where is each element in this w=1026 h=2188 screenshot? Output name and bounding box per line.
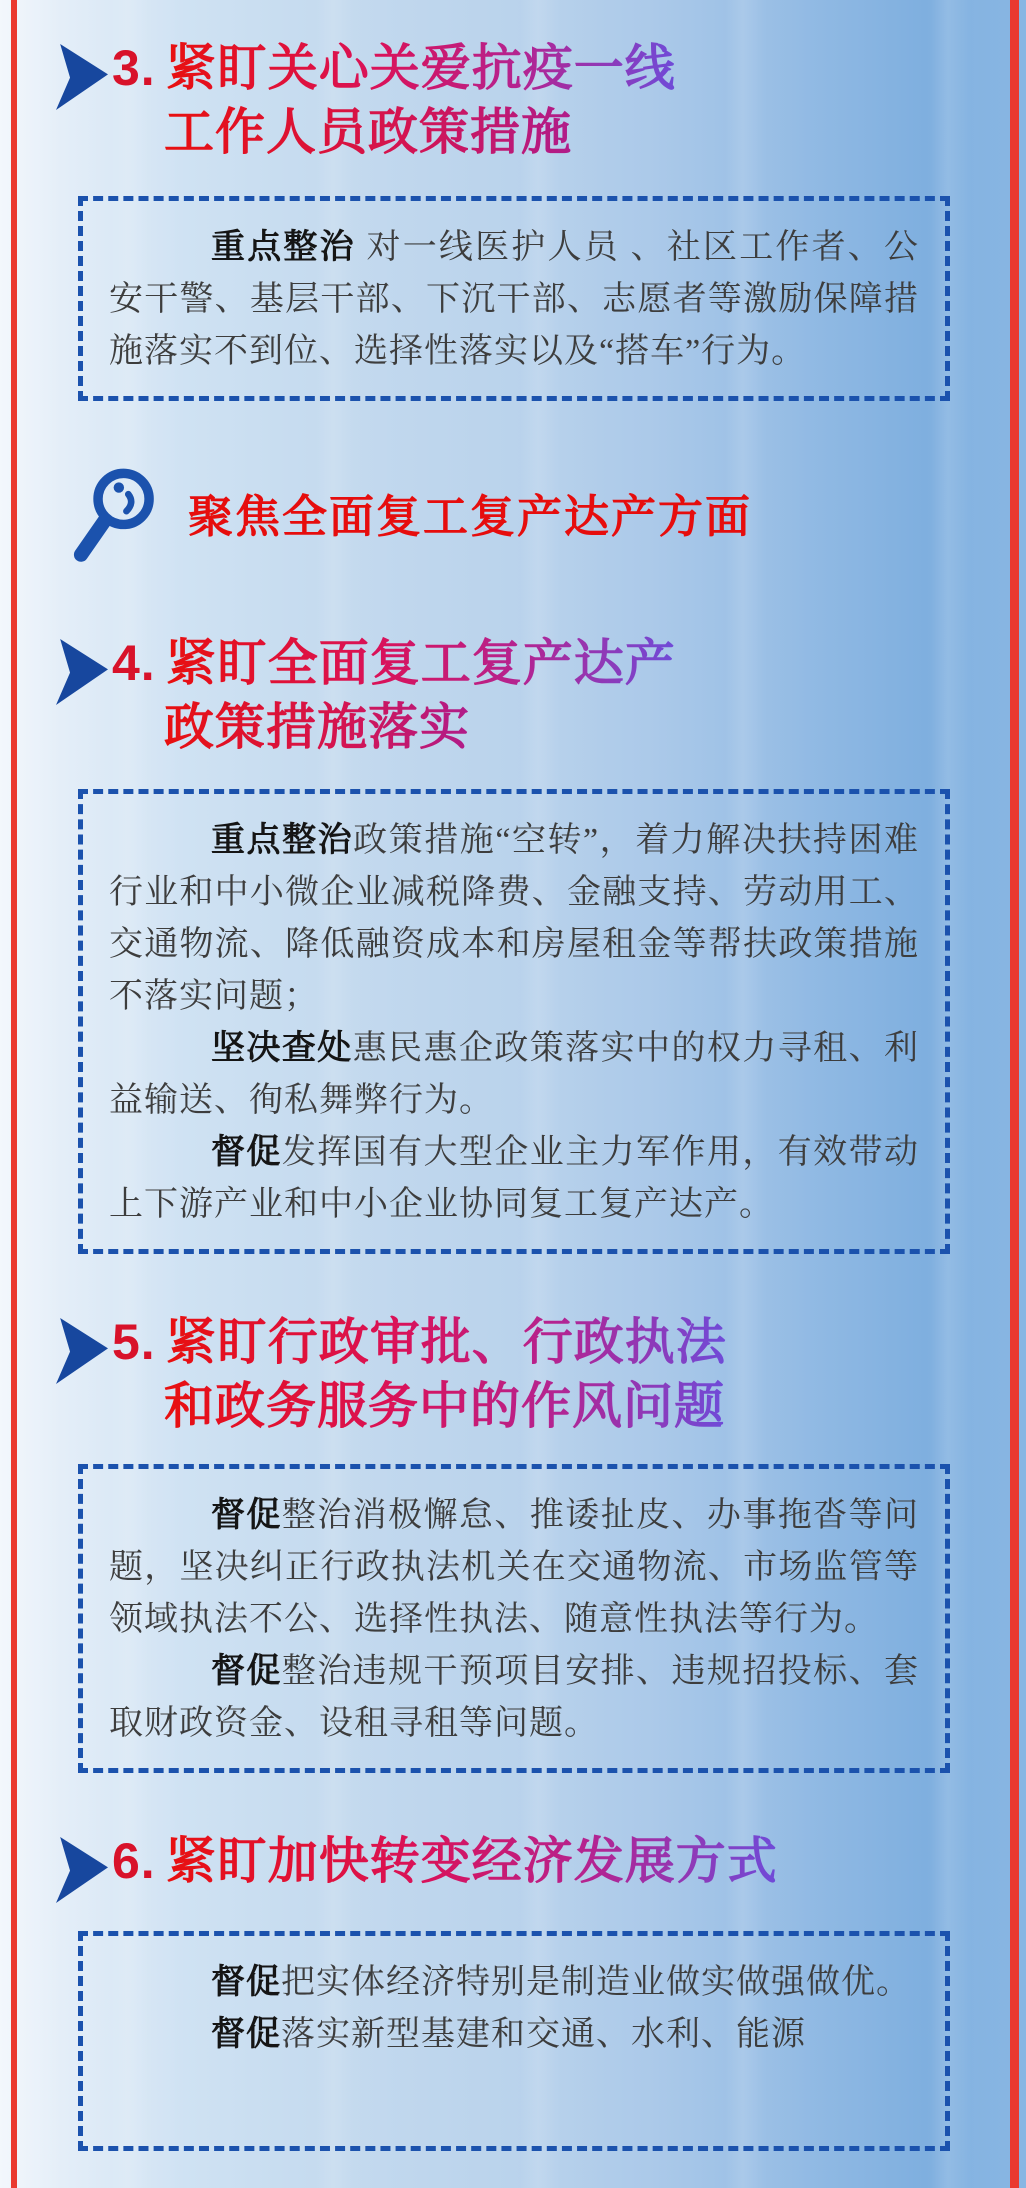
paragraph <box>109 1127 919 1231</box>
section-6-heading <box>78 1829 950 1903</box>
section-5-title-text: 紧盯行政审批、行政执法 <box>165 1314 727 1370</box>
paragraph-text: 对一线医护人员 、社区工作者、公安干警、基层干部、下沉干部、志愿者等激励保障措施落实不到位、选择性落实以及“搭车”行为。 <box>109 229 920 370</box>
paragraph <box>109 815 919 1023</box>
section-6-title-text: 紧盯加快转变经济发展方式 <box>165 1833 778 1889</box>
paragraph <box>109 1023 919 1127</box>
section-4-heading <box>78 631 950 759</box>
paragraph <box>109 1490 919 1646</box>
paragraph-text: 落实新型基建和交通、水利、能源 <box>281 2016 806 2053</box>
paragraph-text: 整治消极懈怠、推诿扯皮、办事拖沓等问题，坚决纠正行政执法机关在交通物流、市场监管等领域执法不公、选择性执法、随意性执法等行为。 <box>109 1497 920 1638</box>
paragraph-text: 政策措施“空转”，着力解决扶持困难行业和中小微企业减税降费、金融支持、劳动用工、交通物流、降低融资成本和房屋租金等帮扶政策措施不落实问题； <box>109 822 920 1015</box>
section-3-title-text: 紧盯关心关爱抗疫一线 <box>165 40 676 96</box>
focus-heading-title: 聚焦全面复工复产达产方面 <box>188 490 753 542</box>
section-5-title-line-1 <box>112 1310 727 1374</box>
section-6-number: 6. <box>112 1833 156 1889</box>
left-red-edge-line <box>11 0 17 2188</box>
magnifier-icon <box>68 463 164 567</box>
paragraph-lead: 督促 <box>211 1964 281 2001</box>
arrow-right-icon <box>56 1837 108 1903</box>
section-5-detail-box <box>78 1464 950 1773</box>
section-4-title-text: 紧盯全面复工复产达产 <box>165 635 676 691</box>
paragraph <box>109 2009 919 2061</box>
paragraph-lead: 坚决查处 <box>211 1030 353 1067</box>
paragraph <box>109 222 919 378</box>
section-6-detail-box <box>78 1931 950 2151</box>
paragraph-lead: 重点整治 <box>211 822 354 859</box>
focus-heading-row <box>78 463 950 567</box>
paragraph-lead: 督促 <box>211 1653 282 1690</box>
paragraph-text: 整治违规干预项目安排、违规招投标、套取财政资金、设租寻租等问题。 <box>109 1653 920 1742</box>
arrow-right-icon <box>56 639 108 705</box>
paragraph-lead: 督促 <box>211 2016 281 2053</box>
paragraph-lead: 督促 <box>211 1134 282 1171</box>
section-5-heading <box>78 1310 950 1438</box>
section-4-title-line-1 <box>112 631 676 695</box>
paragraph-lead: 督促 <box>211 1497 282 1534</box>
section-3-title-line-1 <box>112 36 676 100</box>
section-6-title-line-1 <box>112 1829 778 1893</box>
section-3-title-line-2: 工作人员政策措施 <box>164 104 572 160</box>
section-4-detail-box <box>78 789 950 1254</box>
section-3-number: 3. <box>112 40 156 96</box>
arrow-right-icon <box>56 44 108 110</box>
paragraph <box>109 1646 919 1750</box>
section-3-heading <box>78 36 950 164</box>
section-4-number: 4. <box>112 635 156 691</box>
paragraph-text: 发挥国有大型企业主力军作用，有效带动上下游产业和中小企业协同复工复产达产。 <box>109 1134 920 1223</box>
right-red-edge-line <box>1010 0 1019 2188</box>
paragraph-text: 把实体经济特别是制造业做实做强做优。 <box>281 1964 911 2001</box>
arrow-right-icon <box>56 1318 108 1384</box>
paragraph-lead: 重点整治 <box>211 229 356 266</box>
paragraph-text: 惠民惠企政策落实中的权力寻租、利益输送、徇私舞弊行为。 <box>109 1030 920 1119</box>
section-4-title-line-2: 政策措施落实 <box>164 699 470 755</box>
section-3-detail-box <box>78 196 950 401</box>
section-5-number: 5. <box>112 1314 156 1370</box>
section-5-title-line-2: 和政务服务中的作风问题 <box>164 1378 725 1434</box>
paragraph <box>109 1957 919 2009</box>
